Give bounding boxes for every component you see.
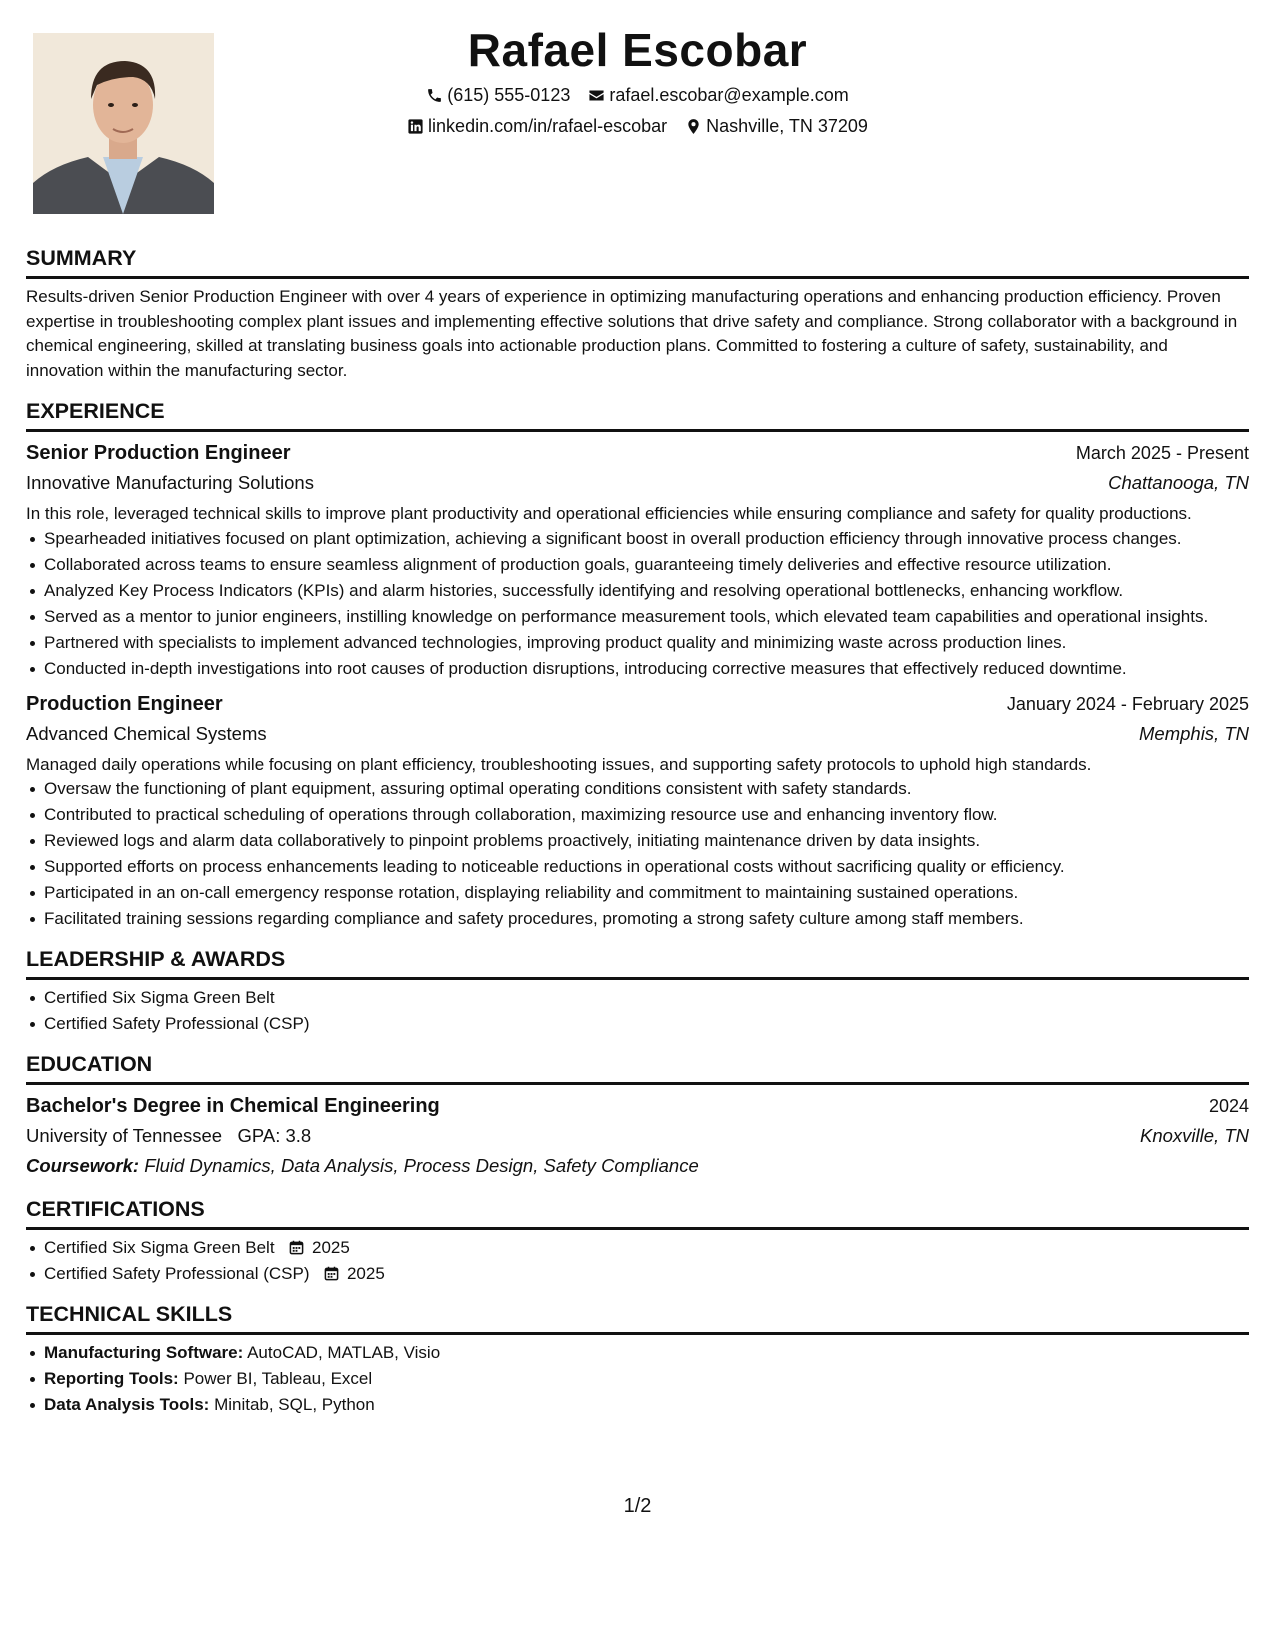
- list-item: [26, 1393, 1249, 1417]
- job-bullets: [26, 777, 1249, 931]
- summary-section: [26, 244, 1249, 383]
- email-contact[interactable]: [588, 82, 848, 108]
- resume-body: [26, 244, 1249, 1431]
- skill-value: AutoCAD, MATLAB, Visio: [247, 1343, 441, 1362]
- candidate-name: Rafael Escobar: [467, 24, 808, 76]
- list-item: Served as a mentor to junior engineers, instilling knowledge on performance measurement tools, which elevated team capabilities and operational insights.: [26, 605, 1249, 629]
- list-item: Participated in an on-call emergency response rotation, displaying reliability and commitment to maintaining sustained operations.: [26, 881, 1249, 905]
- envelope-icon: [588, 87, 605, 104]
- company-name: Innovative Manufacturing Solutions: [26, 472, 314, 493]
- section-title: TECHNICAL SKILLS: [26, 1302, 233, 1326]
- section-divider: [26, 429, 1249, 432]
- list-item: Analyzed Key Process Indicators (KPIs) and alarm histories, successfully identifying and resolving operational bottlenecks, enhancing workflow.: [26, 579, 1249, 603]
- contact-row-secondary: [230, 113, 1045, 139]
- job-entry: [26, 438, 1249, 681]
- job-bullets: [26, 527, 1249, 681]
- list-item: [26, 1367, 1249, 1391]
- certifications-section: [26, 1195, 1249, 1286]
- degree-title: Bachelor's Degree in Chemical Engineering: [26, 1095, 440, 1117]
- job-title: Senior Production Engineer: [26, 442, 291, 464]
- phone-contact: [426, 82, 570, 108]
- experience-section: [26, 397, 1249, 931]
- skills-section: [26, 1300, 1249, 1417]
- certification-name: Certified Safety Professional (CSP): [44, 1264, 310, 1283]
- list-item: Conducted in-depth investigations into root causes of production disruptions, introducing corrective measures that effectively reduced downtime.: [26, 657, 1249, 681]
- section-divider: [26, 276, 1249, 279]
- coursework-label: Coursework:: [26, 1155, 140, 1176]
- skill-label: Manufacturing Software:: [44, 1343, 244, 1362]
- job-dates: March 2025 - Present: [1075, 443, 1249, 463]
- list-item: Facilitated training sessions regarding compliance and safety procedures, promoting a strong safety culture among staff members.: [26, 907, 1249, 931]
- phone-text: (615) 555-0123: [447, 85, 571, 105]
- calendar-icon: [324, 1266, 339, 1281]
- school-name: University of Tennessee: [26, 1125, 223, 1146]
- education-section: [26, 1050, 1249, 1181]
- map-pin-icon: [685, 118, 702, 135]
- list-item: Certified Safety Professional (CSP): [26, 1012, 1249, 1036]
- job-entry: [26, 689, 1249, 932]
- list-item: [26, 1341, 1249, 1365]
- skill-value: Power BI, Tableau, Excel: [183, 1369, 373, 1388]
- job-location: Chattanooga, TN: [1108, 472, 1249, 493]
- job-title: Production Engineer: [26, 692, 223, 715]
- leadership-section: [26, 945, 1249, 1036]
- location-contact: [685, 113, 868, 139]
- job-location: Memphis, TN: [1139, 722, 1249, 744]
- section-title: EDUCATION: [26, 1052, 153, 1076]
- coursework-list: Fluid Dynamics, Data Analysis, Process Design, Safety Compliance: [144, 1155, 699, 1176]
- section-divider: [26, 1332, 1249, 1335]
- section-title: CERTIFICATIONS: [26, 1197, 205, 1221]
- list-item: [26, 1236, 1249, 1260]
- list-item: Spearheaded initiatives focused on plant optimization, achieving a significant boost in overall production efficiency through innovative process changes.: [26, 527, 1249, 551]
- location-text: Nashville, TN 37209: [706, 116, 868, 136]
- leadership-list: [26, 986, 1249, 1036]
- certifications-list: [26, 1236, 1249, 1286]
- list-item: Supported efforts on process enhancements leading to noticeable reductions in operational costs without sacrificing quality or efficiency.: [26, 855, 1249, 879]
- job-description: In this role, leveraged technical skills to improve plant productivity and operational efficiencies while ensuring compliance and safety for quality productions.: [26, 504, 1192, 523]
- section-divider: [26, 977, 1249, 980]
- linkedin-contact[interactable]: [407, 113, 667, 139]
- skills-list: [26, 1341, 1249, 1417]
- section-divider: [26, 1227, 1249, 1230]
- list-item: Reviewed logs and alarm data collaboratively to pinpoint problems proactively, initiating maintenance driven by data insights.: [26, 829, 1249, 853]
- job-description: Managed daily operations while focusing on plant efficiency, troubleshooting issues, and supporting safety protocols to uphold high standards.: [26, 754, 1092, 774]
- phone-icon: [426, 87, 443, 104]
- list-item: Contributed to practical scheduling of operations through collaboration, maximizing resource use and enhancing inventory flow.: [26, 803, 1249, 827]
- section-title: LEADERSHIP & AWARDS: [26, 947, 286, 971]
- page-number: 1/2: [623, 1495, 652, 1517]
- calendar-icon: [289, 1240, 304, 1255]
- coursework: [26, 1151, 1249, 1181]
- company-name: Advanced Chemical Systems: [26, 722, 267, 744]
- section-title: SUMMARY: [26, 246, 137, 270]
- certification-year: 2025: [346, 1264, 385, 1283]
- certification-year: 2025: [312, 1238, 350, 1257]
- profile-photo: [33, 33, 214, 214]
- certification-name: Certified Six Sigma Green Belt: [44, 1238, 275, 1257]
- linkedin-icon: [407, 118, 424, 135]
- resume-header: [230, 22, 1045, 139]
- school-location: Knoxville, TN: [1140, 1125, 1249, 1146]
- job-dates: January 2024 - February 2025: [1006, 693, 1249, 714]
- linkedin-text[interactable]: linkedin.com/in/rafael-escobar: [428, 116, 668, 136]
- skill-value: Minitab, SQL, Python: [214, 1395, 375, 1414]
- contact-row-primary: [230, 82, 1045, 108]
- graduation-year: 2024: [1208, 1096, 1249, 1116]
- list-item: Collaborated across teams to ensure seamless alignment of production goals, guaranteeing timely deliveries and effective resource utilization.: [26, 553, 1249, 577]
- gpa: GPA: 3.8: [237, 1125, 312, 1146]
- email-text[interactable]: rafael.escobar@example.com: [609, 85, 849, 105]
- skill-label: Data Analysis Tools:: [44, 1395, 210, 1414]
- summary-text: Results-driven Senior Production Engineer with over 4 years of experience in optimizing manufacturing operations and enhancing production efficiency. Proven expertise in troubleshooting complex plant issues and implementing effective solutions that drive safety and compliance. Strong collaborator with a background in chemical engineering, skilled at translating business goals into actionable production plans. Committed to fostering a culture of safety, sustainability, and innovation within the manufacturing sector.: [26, 287, 1238, 380]
- school-info: [26, 1121, 311, 1151]
- list-item: [26, 1262, 1249, 1286]
- list-item: Certified Six Sigma Green Belt: [26, 986, 1249, 1010]
- skill-label: Reporting Tools:: [44, 1369, 179, 1388]
- section-title: EXPERIENCE: [26, 399, 165, 423]
- section-divider: [26, 1082, 1249, 1085]
- list-item: Oversaw the functioning of plant equipment, assuring optimal operating conditions consistent with safety standards.: [26, 777, 1249, 801]
- list-item: Partnered with specialists to implement advanced technologies, improving product quality and minimizing waste across production lines.: [26, 631, 1249, 655]
